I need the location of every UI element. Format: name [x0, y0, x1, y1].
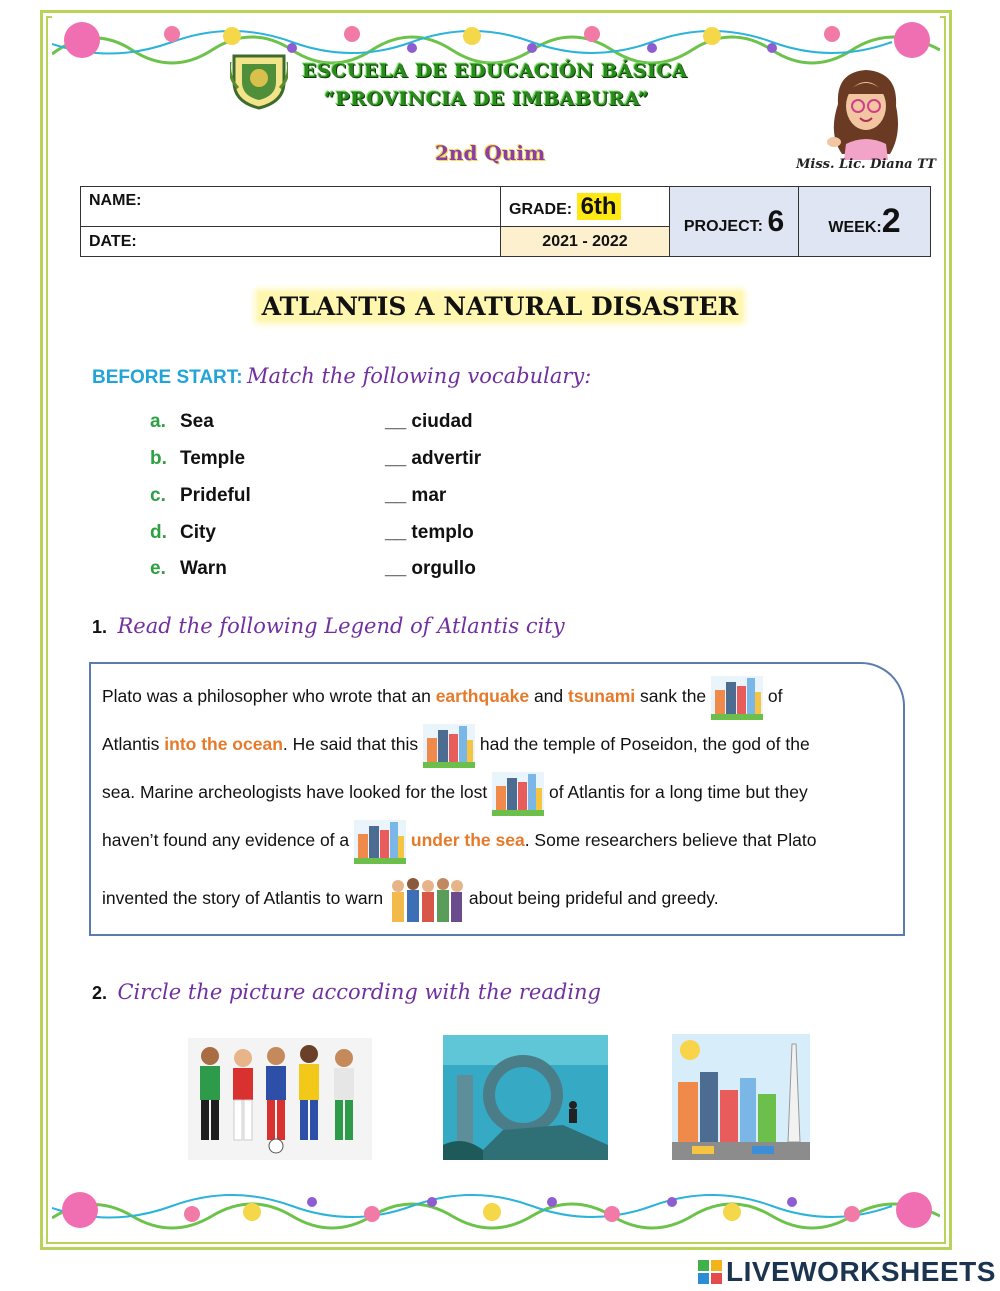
- highlight-under-the-sea: under the sea: [410, 830, 525, 850]
- question-1-number: 1.: [92, 617, 108, 637]
- school-name-line2: “PROVINCIA DE IMBABURA”: [324, 88, 650, 110]
- vocab-letter: e.: [150, 558, 166, 579]
- project-cell: [670, 187, 799, 257]
- date-label: DATE:: [89, 232, 137, 250]
- name-cell[interactable]: [81, 187, 501, 227]
- vocab-item: [150, 558, 476, 588]
- question-2-heading: [92, 980, 601, 1004]
- highlight-earthquake: earthquake: [435, 686, 530, 706]
- week-cell: [799, 187, 931, 257]
- city-icon: [492, 772, 544, 816]
- vocab-word: Warn: [180, 558, 227, 579]
- vocab-letter: a.: [150, 411, 166, 432]
- school-crest-icon: [230, 48, 288, 110]
- question-1-heading: [92, 614, 565, 638]
- grade-cell: [501, 187, 670, 227]
- before-start-instruction: Match the following vocabulary:: [247, 364, 592, 388]
- vocab-letter: b.: [150, 448, 167, 469]
- city-icon: [354, 820, 406, 864]
- worksheet-title-wrap: [0, 292, 1000, 321]
- week-value: 2: [881, 202, 901, 240]
- name-label: NAME:: [89, 192, 142, 209]
- city-icon: [423, 724, 475, 768]
- week-label: WEEK:: [828, 219, 882, 236]
- vocab-blank[interactable]: __: [385, 558, 407, 579]
- highlight-into-the-ocean: into the ocean: [164, 734, 283, 754]
- before-start-heading: [92, 364, 591, 389]
- vocab-word: Sea: [180, 411, 214, 432]
- project-value: 6: [767, 204, 785, 238]
- vocab-letter: d.: [150, 522, 167, 543]
- reading-line: [102, 870, 719, 926]
- vocab-translation: orgullo: [411, 558, 476, 579]
- vocab-translation: advertir: [411, 448, 482, 469]
- reading-text: invented the story of Atlantis to warn: [102, 888, 384, 908]
- reading-line: [102, 720, 810, 768]
- worksheet-title: ATLANTIS A NATURAL DISASTER: [258, 292, 743, 321]
- vocab-translation: ciudad: [411, 411, 473, 432]
- vocab-word: Temple: [180, 448, 246, 469]
- reading-text: . Some researchers believe that Plato: [524, 830, 817, 850]
- question-1-text: Read the following Legend of Atlantis city: [117, 614, 565, 638]
- reading-text: Atlantis: [102, 734, 160, 754]
- liveworksheets-logo-icon: [698, 1260, 722, 1284]
- reading-text: haven’t found any evidence of a: [102, 830, 350, 850]
- picture-option-underwater-ruins[interactable]: [443, 1035, 608, 1160]
- reading-text: about being prideful and greedy.: [468, 888, 719, 908]
- vocab-item: [150, 448, 481, 478]
- reading-text: and: [533, 686, 564, 706]
- city-icon: [711, 676, 763, 720]
- picture-option-city[interactable]: [672, 1034, 810, 1160]
- school-year: 2021 - 2022: [542, 232, 628, 250]
- reading-text: sea. Marine archeologists have looked for the lost: [102, 782, 488, 802]
- reading-text: Plato was a philosopher who wrote that an: [102, 686, 431, 706]
- reading-line: [102, 672, 783, 720]
- vocab-translation: templo: [411, 522, 474, 543]
- vocab-blank[interactable]: __: [385, 448, 407, 469]
- question-2-number: 2.: [92, 983, 108, 1003]
- term-label: 2nd Quim: [435, 141, 546, 165]
- before-start-label: BEFORE START:: [92, 367, 243, 388]
- question-2-text: Circle the picture according with the reading: [117, 980, 602, 1004]
- vocab-item: [150, 485, 446, 515]
- teacher-avatar: [818, 64, 914, 160]
- floral-border-bottom: [52, 1182, 940, 1236]
- vocab-letter: c.: [150, 485, 166, 506]
- student-info-table: [80, 186, 931, 257]
- vocab-blank[interactable]: __: [385, 522, 407, 543]
- vocab-translation: mar: [411, 485, 447, 506]
- reading-line: [102, 816, 817, 864]
- vocab-blank[interactable]: __: [385, 485, 407, 506]
- vocab-word: City: [180, 522, 216, 543]
- reading-text: had the temple of Poseidon, the god of the: [479, 734, 810, 754]
- reading-text: of: [767, 686, 783, 706]
- picture-option-people[interactable]: [188, 1038, 372, 1160]
- vocab-word: Prideful: [180, 485, 251, 506]
- vocab-item: [150, 411, 473, 441]
- people-icon: [388, 874, 464, 926]
- school-year-cell: [501, 227, 670, 257]
- highlight-tsunami: tsunami: [568, 686, 636, 706]
- vocab-blank[interactable]: __: [385, 411, 407, 432]
- liveworksheets-brand: LIVEWORKSHEETS: [726, 1256, 996, 1287]
- teacher-signature: Miss. Lic. Diana TT: [796, 157, 936, 172]
- grade-label: GRADE:: [509, 200, 573, 218]
- reading-text: . He said that this: [282, 734, 419, 754]
- reading-line: [102, 768, 808, 816]
- vocab-item: [150, 522, 474, 552]
- grade-value: 6th: [577, 193, 621, 220]
- reading-text: of Atlantis for a long time but they: [548, 782, 808, 802]
- reading-text: sank the: [640, 686, 707, 706]
- project-label: PROJECT:: [683, 217, 763, 235]
- date-cell[interactable]: [81, 227, 501, 257]
- school-name-line1: ESCUELA DE EDUCACIÓN BÁSICA: [302, 60, 688, 82]
